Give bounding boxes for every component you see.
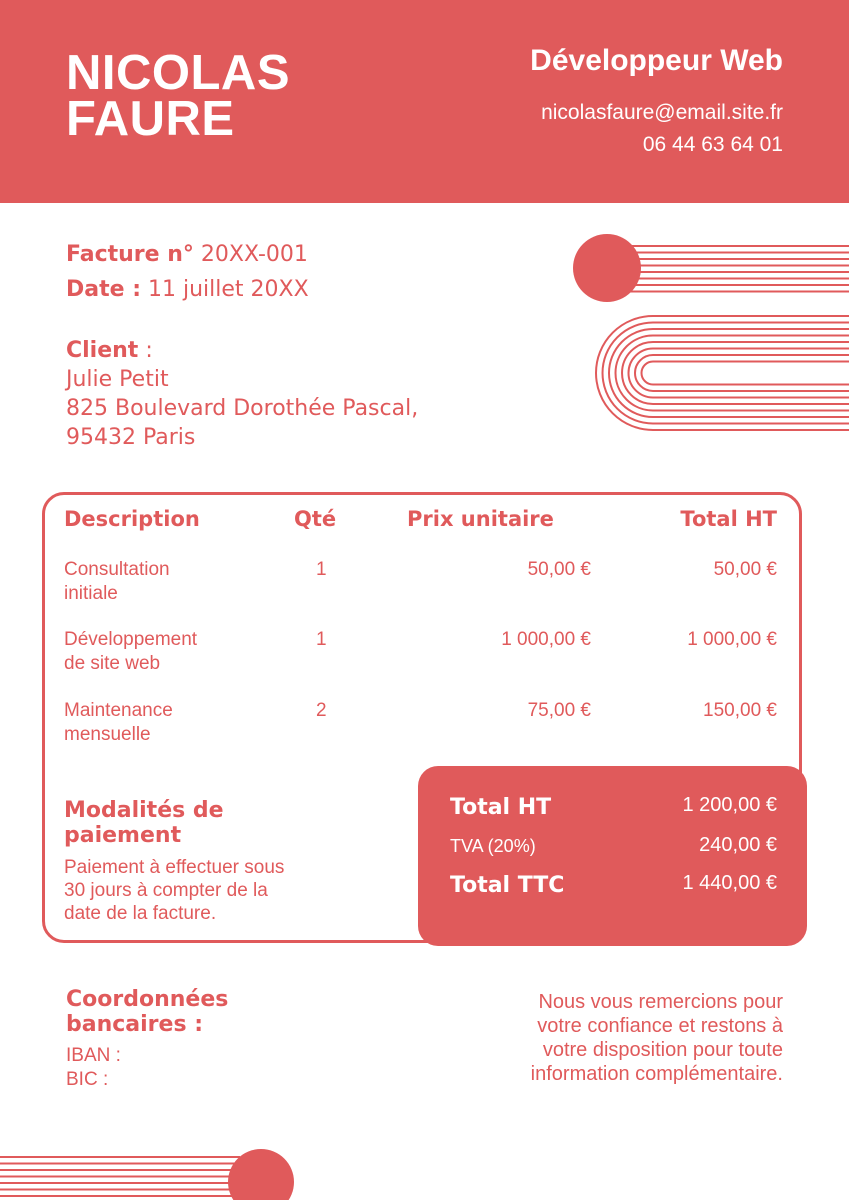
sender-email: nicolasfaure@email.site.fr	[541, 101, 783, 124]
grand-total-label: Total TTC	[450, 873, 565, 898]
column-header-qty: Qté	[294, 507, 337, 531]
client-label-suffix: :	[138, 338, 153, 363]
invoice-number-label: Facture n°	[66, 242, 194, 267]
client-name: Julie Petit	[66, 367, 169, 392]
client-heading	[66, 336, 418, 365]
row-description-line2: de site web	[64, 653, 161, 674]
invoice-meta	[66, 237, 309, 307]
thank-you-note	[423, 990, 783, 1086]
totals-box	[418, 766, 807, 946]
column-header-total: Total HT	[680, 507, 777, 531]
sender-first-name: NICOLAS	[66, 46, 290, 100]
bic-label: BIC :	[66, 1069, 109, 1090]
client-address-line1: 825 Boulevard Dorothée Pascal,	[66, 396, 419, 421]
payment-terms-text-line2: 30 jours à compter de la	[64, 880, 268, 901]
decorative-circle-top	[573, 234, 641, 302]
bank-details-title-line2: bancaires :	[66, 1012, 204, 1037]
row-qty: 2	[316, 700, 327, 721]
row-description	[64, 699, 173, 747]
column-header-description: Description	[64, 507, 200, 531]
bank-details	[66, 1044, 121, 1092]
payment-terms-title	[64, 798, 224, 848]
row-total: 1 000,00 €	[687, 629, 777, 650]
row-total: 150,00 €	[703, 700, 777, 721]
subtotal-label: Total HT	[450, 795, 552, 820]
decorative-arcs	[596, 316, 849, 430]
sender-contact	[541, 97, 783, 161]
row-unit-price: 75,00 €	[527, 700, 591, 721]
iban-label: IBAN :	[66, 1045, 121, 1066]
bank-details-title-line1: Coordonnées	[66, 987, 229, 1012]
tax-value: 240,00 €	[699, 834, 777, 856]
sender-phone: 06 44 63 64 01	[642, 133, 783, 156]
thank-you-line1: Nous vous remercions pour	[538, 991, 783, 1013]
row-description-line2: mensuelle	[64, 724, 151, 745]
row-qty: 1	[316, 629, 327, 650]
sender-role: Développeur Web	[530, 44, 783, 77]
row-description-line1: Maintenance	[64, 700, 173, 721]
thank-you-line2: votre confiance et restons à	[537, 1015, 783, 1037]
thank-you-line3: votre disposition pour toute	[542, 1039, 783, 1061]
row-unit-price: 1 000,00 €	[501, 629, 591, 650]
decorative-graphic-bottom	[0, 1145, 300, 1200]
invoice-number-line	[66, 237, 309, 272]
invoice-number: 20XX-001	[200, 242, 308, 267]
client-label: Client	[66, 338, 139, 363]
payment-terms-title-line2: paiement	[64, 823, 182, 848]
header-banner	[0, 0, 849, 203]
payment-terms-text	[64, 856, 394, 925]
row-description	[64, 628, 197, 676]
row-description-line2: initiale	[64, 583, 118, 604]
row-total: 50,00 €	[713, 559, 777, 580]
column-header-unit-price: Prix unitaire	[407, 507, 554, 531]
row-description-line1: Développement	[64, 629, 198, 650]
client-address-line2: 95432 Paris	[66, 425, 196, 450]
thank-you-line4: information complémentaire.	[530, 1063, 783, 1085]
decorative-lines-top	[630, 246, 849, 292]
decorative-lines-bottom	[0, 1157, 240, 1196]
sender-last-name: FAURE	[66, 92, 235, 146]
row-unit-price: 50,00 €	[527, 559, 591, 580]
sender-name	[66, 46, 290, 146]
bank-details-title	[66, 987, 228, 1037]
subtotal-value: 1 200,00 €	[682, 794, 777, 816]
payment-terms-title-line1: Modalités de	[64, 798, 224, 823]
invoice-date-line	[66, 272, 309, 307]
row-description	[64, 558, 170, 606]
invoice-date-label: Date :	[66, 277, 142, 302]
tax-label: TVA (20%)	[450, 836, 536, 856]
row-qty: 1	[316, 559, 327, 580]
row-description-line1: Consultation	[64, 559, 170, 580]
decorative-graphic-top	[560, 225, 849, 440]
grand-total-value: 1 440,00 €	[682, 872, 777, 894]
payment-terms-text-line1: Paiement à effectuer sous	[64, 857, 285, 878]
client-block	[66, 336, 418, 452]
payment-terms-text-line3: date de la facture.	[64, 903, 217, 924]
invoice-date: 11 juillet 20XX	[148, 277, 309, 302]
